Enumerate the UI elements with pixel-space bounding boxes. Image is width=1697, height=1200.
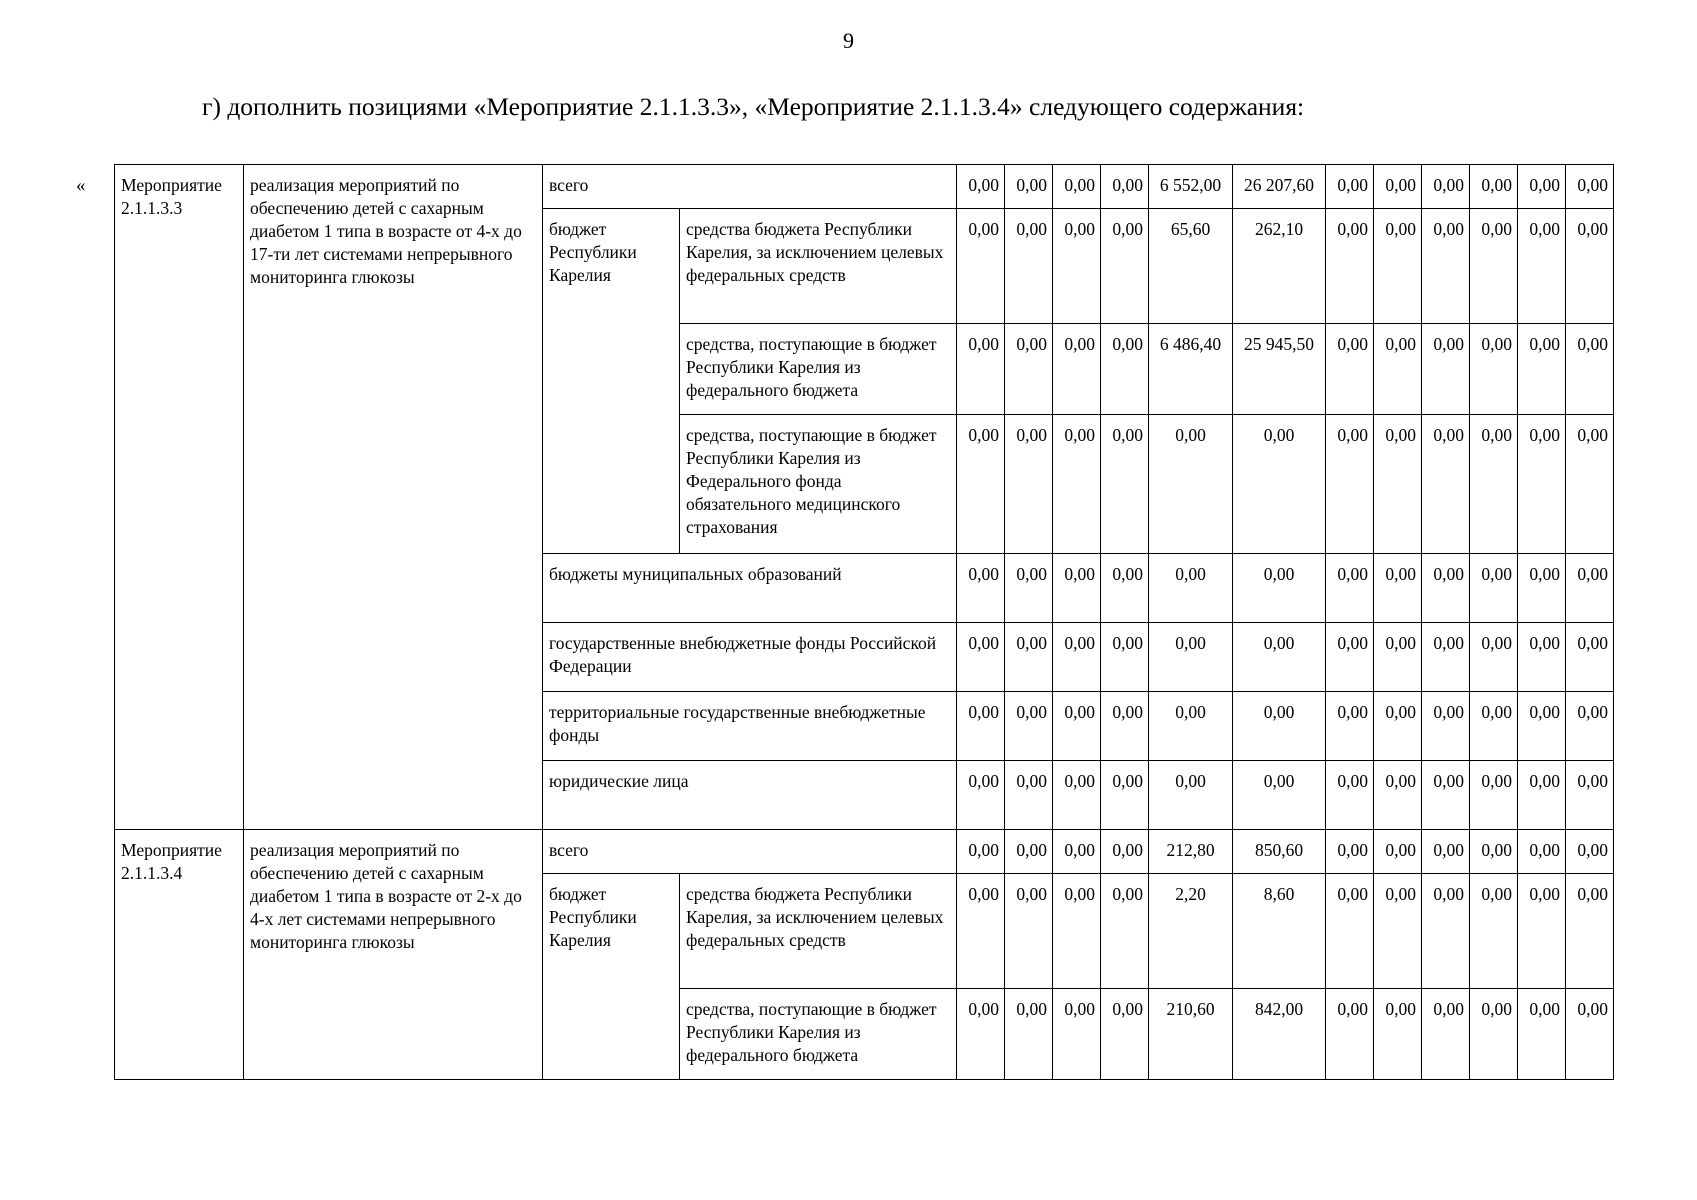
funding-source: государственные внебюджетные фонды Российской Федерации	[543, 623, 957, 692]
value-cell: 0,00	[1053, 165, 1101, 209]
value-cell: 0,00	[1005, 874, 1053, 989]
value-cell: 0,00	[1326, 415, 1374, 554]
value-cell: 0,00	[1149, 623, 1233, 692]
value-cell: 0,00	[1101, 623, 1149, 692]
value-cell: 0,00	[1374, 989, 1422, 1080]
value-cell: 0,00	[1422, 989, 1470, 1080]
value-cell: 0,00	[1101, 874, 1149, 989]
value-cell: 0,00	[957, 692, 1005, 761]
value-cell: 0,00	[1326, 830, 1374, 874]
amendment-heading: г) дополнить позициями «Мероприятие 2.1.1.3.3», «Мероприятие 2.1.1.3.4» следующего содержания:	[202, 92, 1305, 121]
value-cell: 0,00	[1470, 830, 1518, 874]
value-cell: 0,00	[1101, 989, 1149, 1080]
value-cell: 0,00	[1005, 324, 1053, 415]
value-cell: 0,00	[1053, 874, 1101, 989]
value-cell: 0,00	[1470, 554, 1518, 623]
value-cell: 0,00	[1005, 209, 1053, 324]
value-cell: 0,00	[1053, 324, 1101, 415]
value-cell: 0,00	[1053, 830, 1101, 874]
value-cell: 0,00	[1233, 554, 1326, 623]
value-cell: 212,80	[1149, 830, 1233, 874]
page-number: 9	[843, 28, 854, 53]
funding-source: всего	[543, 165, 957, 209]
value-cell: 2,20	[1149, 874, 1233, 989]
table-row	[115, 830, 1614, 874]
funding-source: средства бюджета Республики Карелия, за исключением целевых федеральных средств	[680, 209, 957, 324]
measure-description: реализация мероприятий по обеспечению детей с сахарным диабетом 1 типа в возрасте от 2-х до 4-х лет системами непрерывного мониторинга глюкозы	[244, 830, 543, 1080]
value-cell: 0,00	[957, 165, 1005, 209]
value-cell: 0,00	[1422, 830, 1470, 874]
value-cell: 0,00	[1566, 692, 1614, 761]
funding-source: всего	[543, 830, 957, 874]
funding-source-group: бюджет Республики Карелия	[543, 209, 680, 554]
measure-description: реализация мероприятий по обеспечению детей с сахарным диабетом 1 типа в возрасте от 4-х до 17-ти лет системами непрерывного мониторинга глюкозы	[244, 165, 543, 830]
value-cell: 0,00	[1005, 692, 1053, 761]
value-cell: 0,00	[1566, 554, 1614, 623]
value-cell: 0,00	[1053, 209, 1101, 324]
value-cell: 0,00	[1005, 623, 1053, 692]
value-cell: 6 486,40	[1149, 324, 1233, 415]
value-cell: 0,00	[1470, 324, 1518, 415]
table-row	[115, 165, 1614, 209]
value-cell: 0,00	[1566, 874, 1614, 989]
value-cell: 0,00	[1233, 761, 1326, 830]
funding-source: бюджеты муниципальных образований	[543, 554, 957, 623]
value-cell: 0,00	[1326, 165, 1374, 209]
value-cell: 0,00	[1326, 874, 1374, 989]
value-cell: 0,00	[957, 623, 1005, 692]
value-cell: 0,00	[1518, 874, 1566, 989]
value-cell: 6 552,00	[1149, 165, 1233, 209]
value-cell: 210,60	[1149, 989, 1233, 1080]
value-cell: 0,00	[1374, 209, 1422, 324]
value-cell: 0,00	[1518, 209, 1566, 324]
value-cell: 0,00	[957, 989, 1005, 1080]
value-cell: 0,00	[1101, 761, 1149, 830]
value-cell: 0,00	[1422, 874, 1470, 989]
funding-source: средства, поступающие в бюджет Республики Карелия из Федерального фонда обязательного медицинского страхования	[680, 415, 957, 554]
value-cell: 850,60	[1233, 830, 1326, 874]
value-cell: 0,00	[1233, 415, 1326, 554]
value-cell: 0,00	[1470, 415, 1518, 554]
value-cell: 0,00	[1053, 761, 1101, 830]
measure-code: Мероприятие 2.1.1.3.3	[115, 165, 244, 830]
value-cell: 0,00	[1518, 830, 1566, 874]
value-cell: 0,00	[1374, 165, 1422, 209]
value-cell: 65,60	[1149, 209, 1233, 324]
value-cell: 0,00	[1374, 830, 1422, 874]
value-cell: 0,00	[1374, 554, 1422, 623]
value-cell: 0,00	[1470, 165, 1518, 209]
value-cell: 0,00	[1326, 324, 1374, 415]
funding-source: средства, поступающие в бюджет Республики Карелия из федерального бюджета	[680, 989, 957, 1080]
value-cell: 0,00	[1566, 623, 1614, 692]
value-cell: 0,00	[1101, 692, 1149, 761]
value-cell: 0,00	[957, 209, 1005, 324]
value-cell: 0,00	[1374, 761, 1422, 830]
value-cell: 0,00	[1470, 989, 1518, 1080]
value-cell: 0,00	[1101, 554, 1149, 623]
funding-source-group: бюджет Республики Карелия	[543, 874, 680, 1080]
value-cell: 0,00	[1101, 165, 1149, 209]
value-cell: 0,00	[957, 324, 1005, 415]
value-cell: 0,00	[1053, 692, 1101, 761]
value-cell: 0,00	[1326, 989, 1374, 1080]
value-cell: 0,00	[1566, 415, 1614, 554]
value-cell: 0,00	[1005, 165, 1053, 209]
value-cell: 0,00	[1053, 623, 1101, 692]
value-cell: 0,00	[1470, 761, 1518, 830]
value-cell: 0,00	[1053, 989, 1101, 1080]
value-cell: 8,60	[1233, 874, 1326, 989]
value-cell: 0,00	[1566, 209, 1614, 324]
value-cell: 0,00	[1470, 874, 1518, 989]
value-cell: 0,00	[1374, 692, 1422, 761]
value-cell: 0,00	[1005, 830, 1053, 874]
value-cell: 0,00	[1518, 761, 1566, 830]
value-cell: 0,00	[1566, 324, 1614, 415]
value-cell: 0,00	[1149, 554, 1233, 623]
value-cell: 0,00	[1101, 324, 1149, 415]
measure-code: Мероприятие 2.1.1.3.4	[115, 830, 244, 1080]
funding-table	[114, 164, 1614, 1080]
value-cell: 0,00	[1566, 830, 1614, 874]
value-cell: 0,00	[1005, 989, 1053, 1080]
funding-source: территориальные государственные внебюджетные фонды	[543, 692, 957, 761]
value-cell: 0,00	[1053, 415, 1101, 554]
value-cell: 0,00	[1149, 692, 1233, 761]
value-cell: 0,00	[1101, 830, 1149, 874]
value-cell: 0,00	[1005, 761, 1053, 830]
value-cell: 262,10	[1233, 209, 1326, 324]
value-cell: 0,00	[1422, 415, 1470, 554]
value-cell: 0,00	[1566, 165, 1614, 209]
value-cell: 0,00	[1053, 554, 1101, 623]
value-cell: 0,00	[1470, 623, 1518, 692]
value-cell: 0,00	[957, 554, 1005, 623]
value-cell: 0,00	[1470, 692, 1518, 761]
value-cell: 0,00	[1518, 554, 1566, 623]
value-cell: 0,00	[1101, 415, 1149, 554]
value-cell: 0,00	[1005, 415, 1053, 554]
funding-source: средства, поступающие в бюджет Республики Карелия из федерального бюджета	[680, 324, 957, 415]
value-cell: 0,00	[1326, 761, 1374, 830]
funding-source: средства бюджета Республики Карелия, за исключением целевых федеральных средств	[680, 874, 957, 989]
value-cell: 0,00	[1101, 209, 1149, 324]
value-cell: 0,00	[1326, 209, 1374, 324]
value-cell: 0,00	[1149, 761, 1233, 830]
value-cell: 0,00	[1518, 324, 1566, 415]
opening-quote-mark: «	[76, 175, 86, 196]
value-cell: 0,00	[1422, 165, 1470, 209]
value-cell: 0,00	[1566, 761, 1614, 830]
value-cell: 0,00	[1374, 415, 1422, 554]
value-cell: 0,00	[957, 761, 1005, 830]
value-cell: 0,00	[1518, 165, 1566, 209]
value-cell: 0,00	[1326, 554, 1374, 623]
funding-source: юридические лица	[543, 761, 957, 830]
value-cell: 0,00	[1422, 761, 1470, 830]
value-cell: 0,00	[1518, 623, 1566, 692]
value-cell: 26 207,60	[1233, 165, 1326, 209]
value-cell: 0,00	[1518, 692, 1566, 761]
value-cell: 0,00	[1422, 324, 1470, 415]
value-cell: 25 945,50	[1233, 324, 1326, 415]
value-cell: 0,00	[1422, 554, 1470, 623]
value-cell: 0,00	[1326, 692, 1374, 761]
value-cell: 0,00	[957, 874, 1005, 989]
value-cell: 842,00	[1233, 989, 1326, 1080]
value-cell: 0,00	[1233, 692, 1326, 761]
value-cell: 0,00	[1326, 623, 1374, 692]
value-cell: 0,00	[1566, 989, 1614, 1080]
value-cell: 0,00	[1518, 415, 1566, 554]
value-cell: 0,00	[1374, 324, 1422, 415]
value-cell: 0,00	[1422, 623, 1470, 692]
value-cell: 0,00	[1422, 692, 1470, 761]
value-cell: 0,00	[1233, 623, 1326, 692]
value-cell: 0,00	[1005, 554, 1053, 623]
value-cell: 0,00	[1149, 415, 1233, 554]
value-cell: 0,00	[1518, 989, 1566, 1080]
value-cell: 0,00	[957, 415, 1005, 554]
value-cell: 0,00	[957, 830, 1005, 874]
value-cell: 0,00	[1374, 874, 1422, 989]
value-cell: 0,00	[1470, 209, 1518, 324]
value-cell: 0,00	[1422, 209, 1470, 324]
value-cell: 0,00	[1374, 623, 1422, 692]
